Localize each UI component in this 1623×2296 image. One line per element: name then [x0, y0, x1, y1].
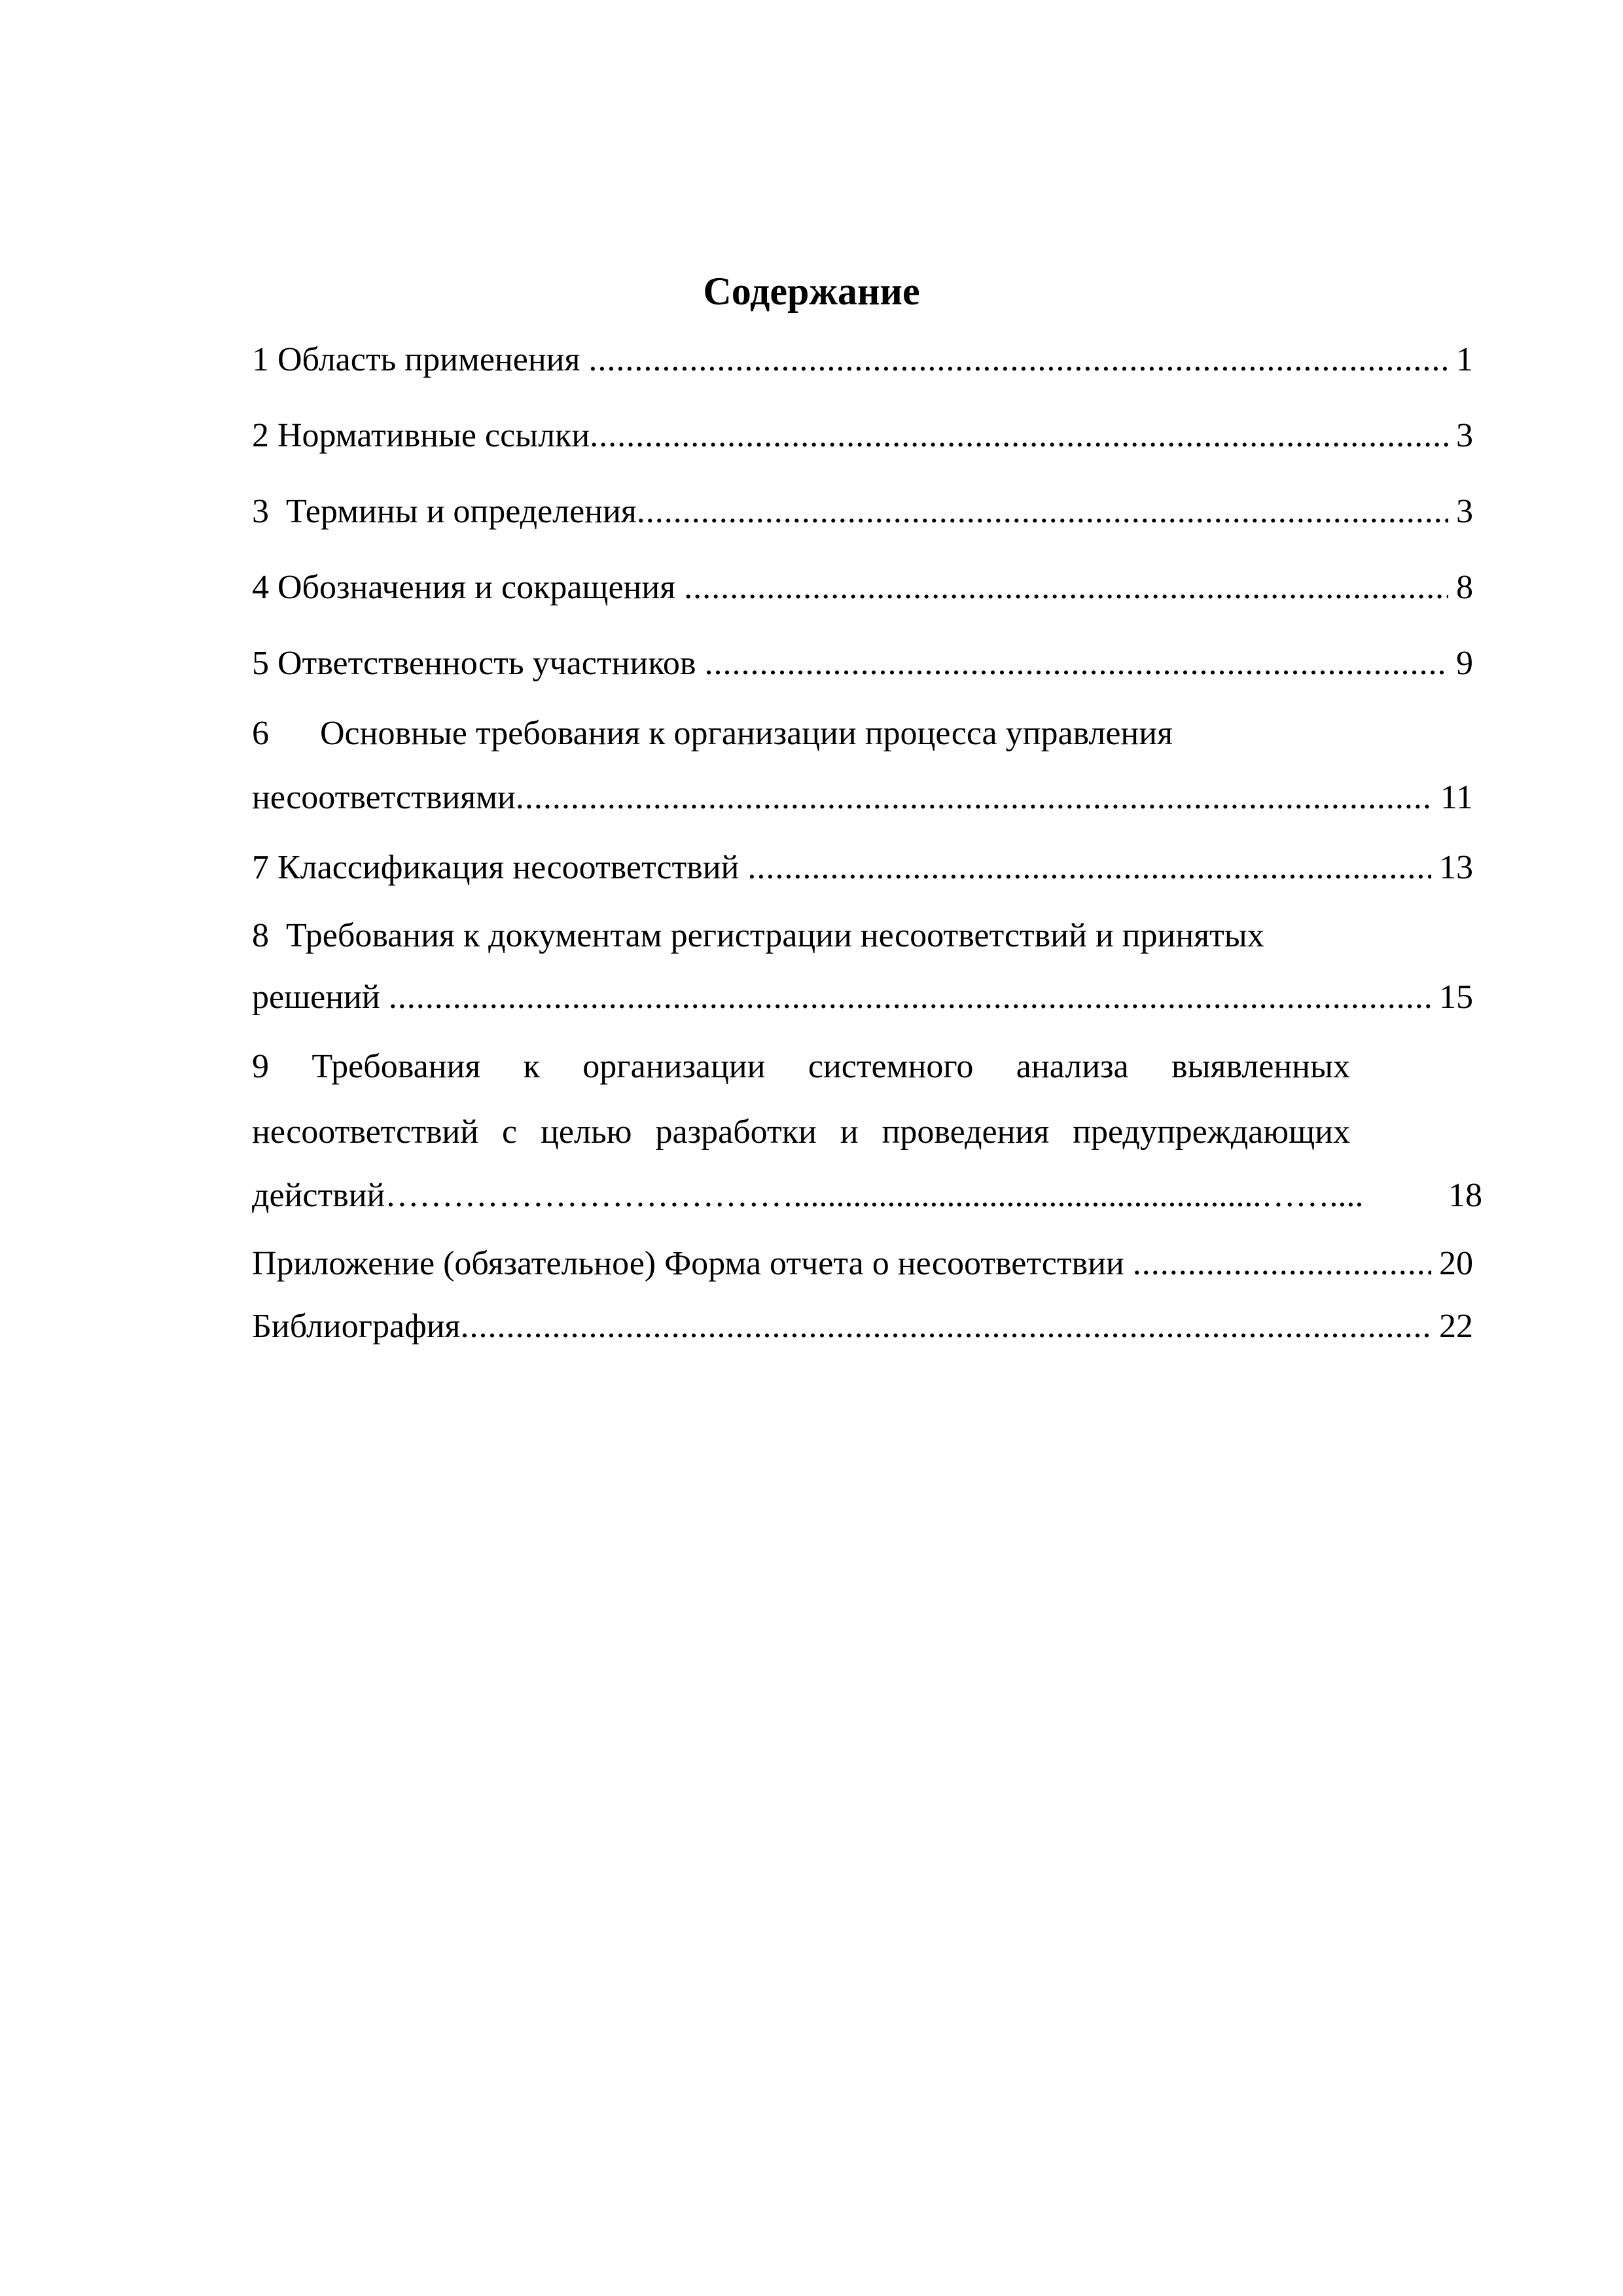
toc-entry-1[interactable] — [252, 336, 1473, 384]
toc-entry-6-line1[interactable]: 6 Основные требования к организации процесса управления — [252, 715, 1173, 752]
toc-word: целью — [541, 1113, 632, 1151]
toc-dot-leader — [684, 564, 1448, 611]
toc-word: несоответствий — [252, 1113, 479, 1151]
toc-entry-9-line2[interactable] — [252, 1109, 1350, 1156]
toc-page-number: 13 — [1439, 849, 1473, 886]
toc-dot-leader — [588, 336, 1448, 384]
toc-page-number: 3 — [1456, 493, 1473, 530]
toc-entry-label: несоответствиями — [252, 779, 516, 816]
toc-entry-label: действий — [252, 1177, 385, 1214]
toc-page-number: 3 — [1456, 417, 1473, 454]
toc-word: к — [523, 1048, 540, 1085]
toc-entry-2[interactable] — [252, 412, 1473, 459]
toc-word: выявленных — [1171, 1048, 1350, 1085]
toc-page-number: 9 — [1456, 645, 1473, 682]
toc-dot-leader — [637, 488, 1448, 535]
toc-page-number: 20 — [1439, 1245, 1473, 1282]
toc-page-number: 22 — [1439, 1308, 1473, 1345]
toc-word: Требования — [312, 1048, 481, 1085]
toc-word: разработки — [655, 1113, 817, 1151]
toc-entry-9-line1[interactable] — [252, 1043, 1350, 1090]
toc-entry-8[interactable] — [252, 974, 1473, 1021]
toc-entry-label: 3 Термины и определения — [252, 493, 637, 530]
toc-entry-label: 1 Область применения — [252, 341, 589, 378]
toc-entry-6[interactable] — [252, 774, 1473, 821]
toc-dot-leader — [1133, 1240, 1431, 1287]
toc-entry-label: 4 Обозначения и сокращения — [252, 569, 685, 606]
toc-dot-leader — [516, 774, 1433, 821]
toc-word: предупреждающих — [1073, 1113, 1350, 1151]
toc-entry-7[interactable] — [252, 844, 1473, 891]
toc-page-number: 1 — [1456, 341, 1473, 378]
toc-word: и — [840, 1113, 859, 1151]
toc-entry-appendix[interactable] — [252, 1240, 1473, 1287]
toc-entry-3[interactable] — [252, 488, 1473, 535]
toc-word: анализа — [1016, 1048, 1129, 1085]
toc-word: проведения — [882, 1113, 1050, 1151]
toc-entry-8-line1[interactable]: 8 Требования к документам регистрации несоответствий и принятых — [252, 917, 1264, 954]
toc-word: 9 — [252, 1048, 269, 1085]
toc-page-number: 8 — [1456, 569, 1473, 606]
toc-entry-label: Библиография — [252, 1308, 461, 1345]
toc-dot-leader — [590, 412, 1448, 459]
toc-dot-leader — [704, 640, 1448, 687]
toc-dot-leader — [389, 974, 1431, 1021]
toc-entry-label: 7 Классификация несоответствий — [252, 849, 748, 886]
toc-entry-9[interactable] — [252, 1172, 1482, 1219]
toc-entry-label: 2 Нормативные ссылки — [252, 417, 590, 454]
toc-page-number: 15 — [1439, 978, 1473, 1016]
toc-entry-5[interactable] — [252, 640, 1473, 687]
toc-dot-leader — [460, 1303, 1431, 1350]
toc-entry-label: решений — [252, 978, 389, 1016]
toc-dot-leader: ……………………………….......................................................…….... — [385, 1177, 1364, 1214]
toc-dot-leader — [747, 844, 1431, 891]
toc-entry-label: 5 Ответственность участников — [252, 645, 705, 682]
toc-page-number: 11 — [1440, 779, 1473, 816]
toc-title: Содержание — [703, 270, 920, 313]
toc-page-number: 18 — [1448, 1177, 1482, 1214]
toc-word: с — [502, 1113, 518, 1151]
toc-word: организации — [582, 1048, 766, 1085]
toc-entry-label: Приложение (обязательное) Форма отчета о несоответствии — [252, 1245, 1133, 1282]
toc-word: системного — [808, 1048, 974, 1085]
toc-entry-bibliography[interactable] — [252, 1303, 1473, 1350]
toc-entry-4[interactable] — [252, 564, 1473, 611]
